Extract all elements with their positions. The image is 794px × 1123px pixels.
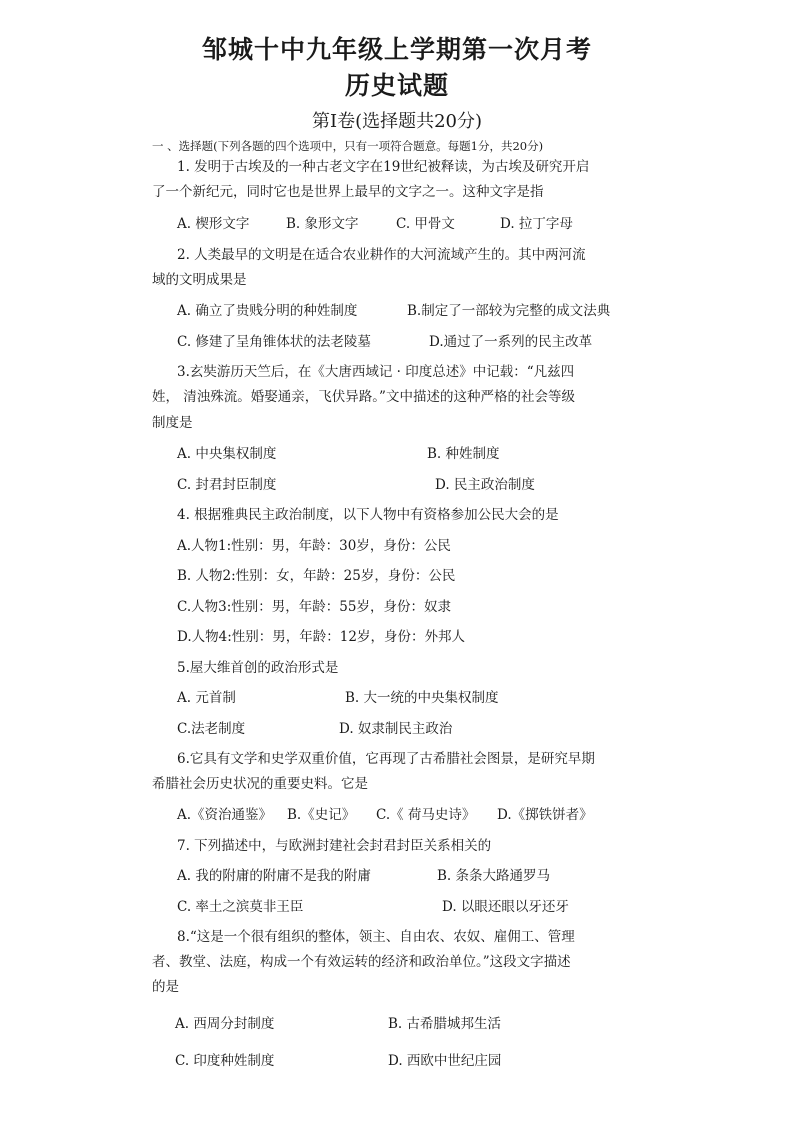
q5-option-a: A. 元首制 — [177, 690, 236, 706]
q3-stem-line2: 姓， 清浊殊流。婚娶通亲，飞伏异路。”文中描述的这种严格的社会等级 — [152, 389, 575, 405]
q7-option-a: A. 我的附庸的附庸不是我的附庸 — [177, 868, 371, 884]
q7-option-b: B. 条条大路通罗马 — [437, 868, 551, 884]
q2-option-c: C. 修建了呈角锥体状的法老陵墓 — [177, 334, 371, 350]
q6-option-b: B.《史记》 — [287, 807, 356, 823]
q8-option-b: B. 古希腊城邦生活 — [388, 1016, 502, 1032]
q3-option-c: C. 封君封臣制度 — [177, 477, 277, 493]
q6-option-a: A.《资治通鉴》 — [177, 807, 273, 823]
q8-stem-line3: 的是 — [152, 979, 179, 995]
q1-option-a: A. 楔形文字 — [177, 216, 250, 232]
q8-option-a: A. 西周分封制度 — [175, 1016, 275, 1032]
q6-stem-line2: 希腊社会历史状况的重要史料。它是 — [152, 776, 368, 792]
q6-stem-line1: 6.它具有文学和史学双重价值，它再现了古希腊社会图景，是研究早期 — [177, 751, 595, 767]
q4-stem-line1: 4. 根据雅典民主政治制度，以下人物中有资格参加公民大会的是 — [177, 507, 559, 523]
q2-option-d: D.通过了一系列的民主改革 — [429, 334, 593, 350]
q3-stem-line3: 制度是 — [152, 415, 193, 431]
q4-option-a: A.人物1:性别：男，年龄：30岁，身份：公民 — [177, 538, 451, 554]
q4-option-c: C.人物3:性别：男，年龄：55岁，身份：奴隶 — [177, 599, 451, 615]
instructions: 一 、选择题(下列各题的四个选项中，只有一项符合题意。每题1分，共20分) — [152, 139, 544, 153]
q2-stem-line2: 域的文明成果是 — [152, 272, 247, 288]
q7-option-d: D. 以眼还眼以牙还牙 — [442, 899, 569, 915]
q3-option-b: B. 种姓制度 — [427, 446, 500, 462]
q8-stem-line2: 者、教堂、法庭，构成一个有效运转的经济和政治单位。”这段文字描述 — [152, 954, 571, 970]
q5-stem-line1: 5.屋大维首创的政治形式是 — [177, 660, 339, 676]
section-heading: 第I卷(选择题共20分) — [311, 111, 483, 132]
q8-stem-line1: 8.“这是一个很有组织的整体，领主、自由农、农奴、雇佣工、管理 — [177, 929, 575, 945]
q2-stem-line1: 2. 人类最早的文明是在适合农业耕作的大河流域产生的。其中两河流 — [177, 247, 586, 263]
q1-option-d: D. 拉丁字母 — [500, 216, 573, 232]
q1-option-b: B. 象形文字 — [286, 216, 359, 232]
q6-option-d: D.《掷铁饼者》 — [497, 807, 593, 823]
q7-option-c: C. 率土之滨莫非王臣 — [177, 899, 304, 915]
q2-option-b: B.制定了一部较为完整的成文法典 — [407, 303, 611, 319]
q5-option-d: D. 奴隶制民主政治 — [339, 721, 453, 737]
exam-title: 邹城十中九年级上学期第一次月考 — [201, 35, 592, 64]
q5-option-b: B. 大一统的中央集权制度 — [345, 690, 499, 706]
q3-option-a: A. 中央集权制度 — [177, 446, 277, 462]
q8-option-c: C. 印度种姓制度 — [175, 1053, 275, 1069]
q3-option-d: D. 民主政治制度 — [435, 477, 535, 493]
q3-stem-line1: 3.玄奘游历天竺后，在《大唐西域记 · 印度总述》中记载：“凡兹四 — [177, 364, 575, 380]
q5-option-c: C.法老制度 — [177, 721, 246, 737]
q8-option-d: D. 西欧中世纪庄园 — [388, 1053, 502, 1069]
q7-stem-line1: 7. 下列描述中，与欧洲封建社会封君封臣关系相关的 — [177, 838, 492, 854]
q4-option-b: B. 人物2:性别：女，年龄：25岁，身份：公民 — [177, 568, 456, 584]
q4-option-d: D.人物4:性别：男，年龄：12岁，身份：外邦人 — [177, 629, 465, 645]
q1-option-c: C. 甲骨文 — [396, 216, 455, 232]
exam-subtitle: 历史试题 — [344, 71, 449, 100]
q1-stem-line1: 1. 发明于古埃及的一种古老文字在19世纪被释读，为古埃及研究开启 — [177, 159, 590, 175]
q2-option-a: A. 确立了贵贱分明的种姓制度 — [177, 303, 358, 319]
q6-option-c: C.《 荷马史诗》 — [376, 807, 476, 823]
q1-stem-line2: 了一个新纪元，同时它也是世界上最早的文字之一。这种文字是指 — [152, 184, 544, 200]
